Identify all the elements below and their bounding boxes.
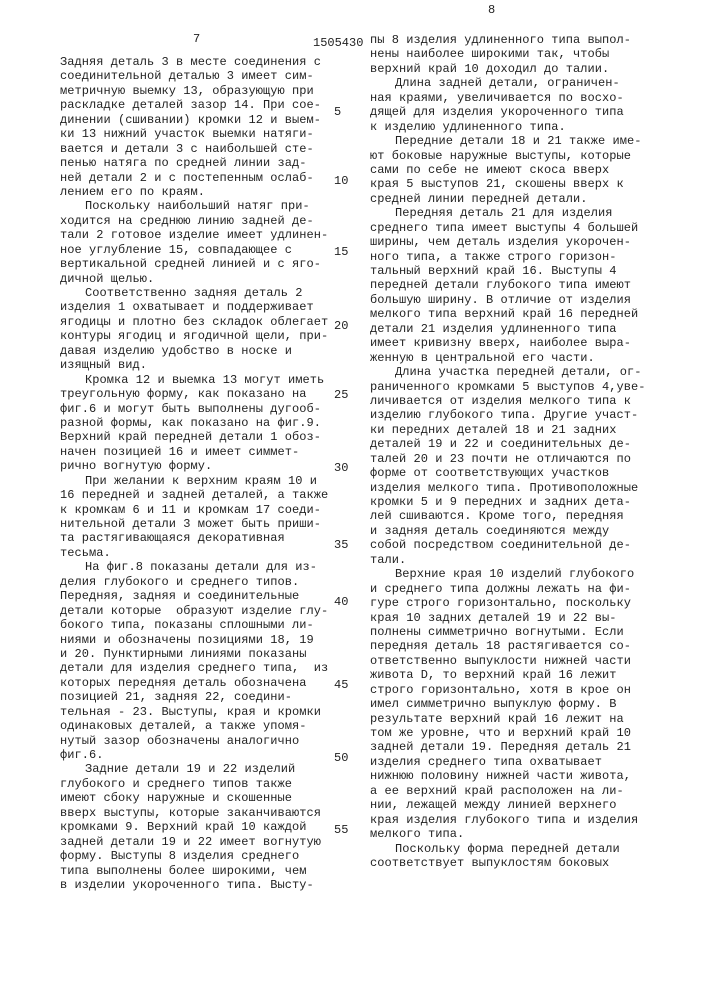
text-line: фиг.6. [60,748,328,762]
text-line: мелкого типа. [370,827,646,841]
text-line: форму. Выступы 8 изделия среднего [60,849,328,863]
text-line: соединительной деталью 3 имеет сим- [60,69,328,83]
text-line: тесьма. [60,546,328,560]
text-line: вертикальной средней линией и с яго- [60,257,328,271]
text-line: начен позицией 16 и имеет симмет- [60,445,328,459]
text-line: верхний край 10 доходил до талии. [370,62,646,76]
text-line: живота D, то верхний край 16 лежит [370,668,646,682]
text-line: ки передних деталей 18 и 21 задних [370,423,646,437]
left-text-column [60,55,328,892]
text-line: ная краями, увеличивается по восхо- [370,91,646,105]
text-line: Задняя деталь 3 в месте соединения с [60,55,328,69]
text-line: полнены симметрично вогнутыми. Если [370,625,646,639]
text-line: имеют сбоку наружные и скошенные [60,791,328,805]
text-line: края 10 задних деталей 19 и 22 вы- [370,611,646,625]
paragraph [370,76,646,134]
margin-line-number: 55 [334,823,348,837]
text-line: ного типа, а также строго горизон- [370,250,646,264]
text-line: большую ширину. В отличие от изделия [370,293,646,307]
text-line: Верхние края 10 изделий глубокого [370,567,646,581]
text-line: нижнюю половину нижней части живота, [370,769,646,783]
text-line: к кромкам 6 и 11 и кромкам 17 соеди- [60,503,328,517]
paragraph [370,365,646,567]
text-line: ниями и обозначены позициями 18, 19 [60,633,328,647]
text-line: одинаковых деталей, а также упомя- [60,719,328,733]
text-line: гуре строго горизонтально, поскольку [370,596,646,610]
text-line: кромками 9. Верхний край 10 каждой [60,820,328,834]
page-number-right: 8 [488,3,495,17]
text-line: метричную выемку 13, образующую при [60,84,328,98]
text-line: Поскольку форма передней детали [370,842,646,856]
text-line: передней детали глубокого типа имеют [370,278,646,292]
text-line: ней детали 2 и с постепенным ослаб- [60,171,328,185]
margin-line-number: 20 [334,319,348,333]
text-line: На фиг.8 показаны детали для из- [60,560,328,574]
text-line: форме от соответствующих участков [370,466,646,480]
text-line: ходится на среднюю линию задней де- [60,214,328,228]
text-line: имел симметрично выпуклую форму. В [370,697,646,711]
paragraph [60,55,328,199]
text-line: том же уровне, что и верхний край 10 [370,726,646,740]
text-line: края 5 выступов 21, скошены вверх к [370,177,646,191]
margin-line-number: 50 [334,751,348,765]
text-line: нутый зазор обозначены аналогично [60,734,328,748]
text-line: та растягивающаяся декоративная [60,531,328,545]
text-line: вается и детали 3 с наибольшей сте- [60,142,328,156]
text-line: задней детали 19. Передняя деталь 21 [370,740,646,754]
text-line: пы 8 изделия удлиненного типа выпол- [370,33,646,47]
text-line: Кромка 12 и выемка 13 могут иметь [60,373,328,387]
text-line: изящный вид. [60,358,328,372]
text-line: рично вогнутую форму. [60,459,328,473]
margin-line-number: 15 [334,245,348,259]
margin-line-number: 5 [334,105,341,119]
text-line: среднего типа имеет выступы 4 большей [370,221,646,235]
text-line: изделия 1 охватывает и поддерживает [60,300,328,314]
text-line: сами по себе не имеют скоса вверх [370,163,646,177]
paragraph [60,474,328,561]
text-line: позицией 21, задняя 22, соедини- [60,690,328,704]
text-line: 16 передней и задней деталей, а также [60,488,328,502]
text-line: тальный верхний край 16. Выступы 4 [370,264,646,278]
text-line: мелкого типа верхний край 16 передней [370,307,646,321]
text-line: нены наиболее широкими так, чтобы [370,47,646,61]
text-line: тельная - 23. Выступы, края и кромки [60,705,328,719]
text-line: соответствует выпуклостям боковых [370,856,646,870]
text-line: ки 13 нижний участок выемки натяги- [60,127,328,141]
text-line: типа выполнены более широкими, чем [60,864,328,878]
text-line: Поскольку наибольший натяг при- [60,199,328,213]
text-line: женную в центральной его части. [370,351,646,365]
margin-line-number: 25 [334,388,348,402]
text-line: и среднего типа должны лежать на фи- [370,582,646,596]
margin-line-number: 30 [334,461,348,475]
text-line: раскладке деталей зазор 14. При сое- [60,98,328,112]
text-line: детали которые образуют изделие глу- [60,604,328,618]
text-line: личивается от изделия мелкого типа к [370,394,646,408]
text-line: в изделии укороченного типа. Высту- [60,878,328,892]
text-line: и задняя деталь соединяются между [370,524,646,538]
margin-line-number: 10 [334,174,348,188]
text-line: строго горизонтально, хотя в крое он [370,683,646,697]
paragraph [60,560,328,762]
text-line: дичной щелью. [60,272,328,286]
text-line: деталей 19 и 22 и соединительных де- [370,437,646,451]
text-line: результате верхний край 16 лежит на [370,712,646,726]
text-line: Верхний край передней детали 1 обоз- [60,430,328,444]
text-line: Длина задней детали, ограничен- [370,76,646,90]
text-line: изделия среднего типа охватывает [370,755,646,769]
text-line: лей сшиваются. Кроме того, передняя [370,509,646,523]
text-line: которых передняя деталь обозначена [60,676,328,690]
text-line: Передние детали 18 и 21 также име- [370,134,646,148]
text-line: ное углубление 15, совпадающее с [60,243,328,257]
text-line: собой посредством соединительной де- [370,538,646,552]
text-line: Задние детали 19 и 22 изделий [60,762,328,776]
text-line: фиг.6 и могут быть выполнены дугооб- [60,402,328,416]
text-line: изделия мелкого типа. Противоположные [370,481,646,495]
text-line: вверх выступы, которые заканчиваются [60,806,328,820]
text-line: кромки 5 и 9 передних и задних дета- [370,495,646,509]
margin-line-number: 45 [334,678,348,692]
text-line: дящей для изделия укороченного типа [370,105,646,119]
text-line: ягодицы и плотно без складок облегает [60,315,328,329]
paragraph [370,842,646,871]
page-number-left: 7 [193,32,200,46]
text-line: пенью натяга по средней линии зад- [60,156,328,170]
paragraph [60,199,328,286]
text-line: бокого типа, показаны сплошными ли- [60,618,328,632]
paragraph [370,33,646,76]
text-line: делия глубокого и среднего типов. [60,575,328,589]
right-text-column [370,33,646,870]
text-line: разной формы, как показано на фиг.9. [60,416,328,430]
text-line: тали. [370,553,646,567]
text-line: глубокого и среднего типов также [60,777,328,791]
text-line: лением его по краям. [60,185,328,199]
patent-number: 1505430 [313,36,363,50]
text-line: динении (сшивании) кромки 12 и выем- [60,113,328,127]
text-line: треугольную форму, как показано на [60,387,328,401]
text-line: передняя деталь 18 растягивается со- [370,639,646,653]
text-line: нии, лежащей между линией верхнего [370,798,646,812]
text-line: Передняя, задняя и соединительные [60,589,328,603]
text-line: края изделия глубокого типа и изделия [370,813,646,827]
text-line: средней линии передней детали. [370,192,646,206]
paragraph [370,134,646,206]
text-line: Длина участка передней детали, ог- [370,365,646,379]
text-line: давая изделию удобство в носке и [60,344,328,358]
text-line: имеет кривизну вверх, наиболее выра- [370,336,646,350]
paragraph [370,206,646,365]
text-line: раниченного кромками 5 выступов 4,уве- [370,380,646,394]
text-line: задней детали 19 и 22 имеет вогнутую [60,835,328,849]
text-line: Передняя деталь 21 для изделия [370,206,646,220]
text-line: ют боковые наружные выступы, которые [370,149,646,163]
text-line: контуры ягодиц и ягодичной щели, при- [60,329,328,343]
text-line: изделию глубокого типа. Другие участ- [370,408,646,422]
paragraph [370,567,646,841]
text-line: детали 21 изделия удлиненного типа [370,322,646,336]
paragraph [60,373,328,474]
text-line: нительной детали 3 может быть приши- [60,517,328,531]
text-line: тали 2 готовое изделие имеет удлинен- [60,228,328,242]
margin-line-number: 40 [334,595,348,609]
margin-line-number: 35 [334,538,348,552]
text-line: Соответственно задняя деталь 2 [60,286,328,300]
paragraph [60,286,328,373]
text-line: и 20. Пунктирными линиями показаны [60,647,328,661]
text-line: детали для изделия среднего типа, из [60,661,328,675]
text-line: ответственно выпуклости нижней части [370,654,646,668]
text-line: талей 20 и 23 почти не отличаются по [370,452,646,466]
text-line: ширины, чем деталь изделия укорочен- [370,235,646,249]
paragraph [60,762,328,892]
text-line: к изделию удлиненного типа. [370,120,646,134]
text-line: а ее верхний край расположен на ли- [370,784,646,798]
text-line: При желании к верхним краям 10 и [60,474,328,488]
